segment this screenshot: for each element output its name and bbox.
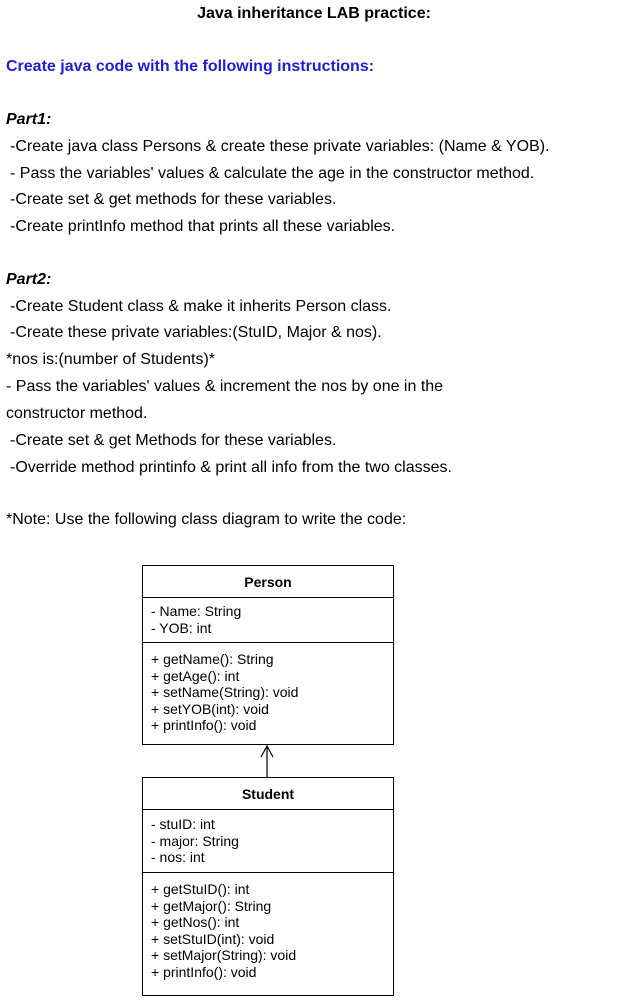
student-operation: + getMajor(): String: [151, 897, 272, 914]
diagram-note: *Note: Use the following class diagram to write the code:: [6, 511, 407, 528]
student-operation: + setMajor(String): void: [151, 947, 297, 963]
person-attribute: - YOB: int: [151, 619, 212, 636]
part2-line-5: constructor method.: [6, 405, 148, 422]
student-attribute: - stuID: int: [151, 816, 215, 832]
student-class-name: Student: [143, 778, 393, 810]
student-attribute: - nos: int: [151, 849, 205, 865]
person-class-name: Person: [143, 566, 393, 598]
part1-line-2: - Pass the variables' values & calculate the age in the constructor method.: [10, 165, 535, 182]
document-subtitle: Create java code with the following instructions:: [6, 58, 375, 75]
person-operation: + getAge(): int: [151, 667, 240, 684]
part2-line-2: -Create these private variables:(StuID, Major & nos).: [10, 324, 382, 341]
part2-heading: Part2:: [6, 271, 52, 288]
student-operation: + setStuID(int): void: [151, 930, 275, 947]
person-attribute: - Name: String: [151, 603, 242, 619]
part1-heading: Part1:: [6, 111, 52, 128]
student-attribute: - major: String: [151, 832, 239, 849]
document-title: Java inheritance LAB practice:: [197, 5, 431, 22]
part1-line-4: -Create printInfo method that prints all these variables.: [10, 218, 396, 235]
student-class-box: [142, 777, 394, 996]
part2-line-6: -Create set & get Methods for these variables.: [10, 432, 337, 449]
part2-line-1: -Create Student class & make it inherits Person class.: [10, 298, 392, 315]
person-operations: [143, 643, 393, 742]
person-operation: + setName(String): void: [151, 684, 299, 700]
person-attributes: [143, 598, 393, 643]
person-operation: + printInfo(): void: [151, 717, 257, 733]
part1-line-3: -Create set & get methods for these variables.: [10, 191, 337, 208]
student-operations: [143, 873, 393, 993]
person-operation: + setYOB(int): void: [151, 700, 269, 717]
part2-line-4: - Pass the variables' values & increment the nos by one in the: [6, 378, 444, 395]
person-operation: + getName(): String: [151, 651, 274, 667]
student-operation: + getStuID(): int: [151, 881, 250, 897]
student-operation: + getNos(): int: [151, 914, 240, 930]
part2-line-7: -Override method printinfo & print all info from the two classes.: [10, 459, 452, 476]
student-attributes: [143, 810, 393, 873]
part2-line-3: *nos is:(number of Students)*: [6, 351, 215, 368]
person-class-box: [142, 565, 394, 745]
part1-line-1: -Create java class Persons & create these private variables: (Name & YOB).: [10, 138, 550, 155]
student-operation: + printInfo(): void: [151, 963, 257, 980]
